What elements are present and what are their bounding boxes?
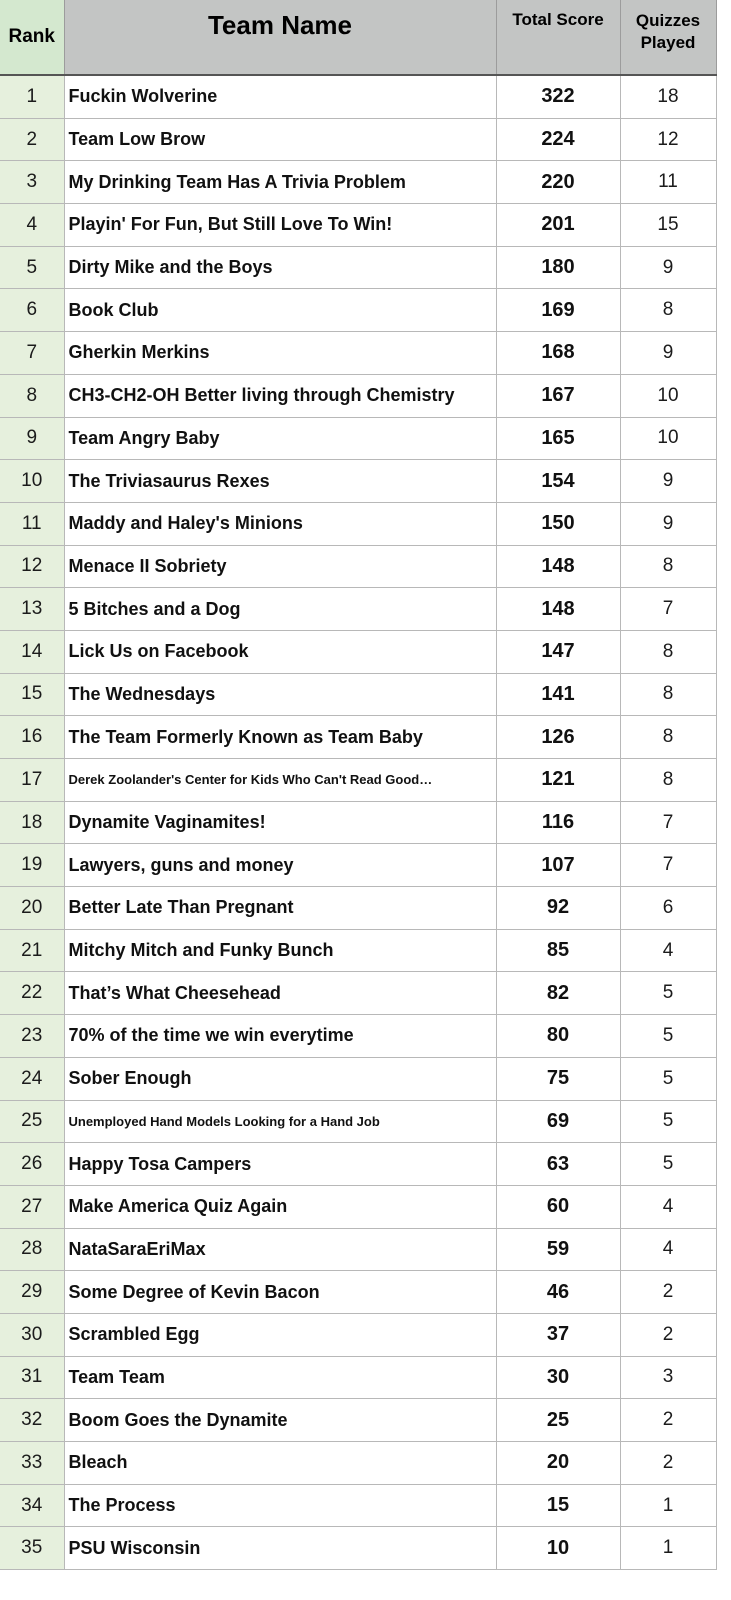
team-name-cell: Lick Us on Facebook (64, 630, 496, 673)
team-name-cell: Scrambled Egg (64, 1313, 496, 1356)
team-name-column-header: Team Name (64, 0, 496, 75)
quizzes-played-cell: 6 (620, 887, 716, 930)
quizzes-header-line2: Played (640, 33, 696, 52)
quizzes-played-cell: 2 (620, 1271, 716, 1314)
quizzes-played-cell: 5 (620, 1100, 716, 1143)
rank-cell: 2 (0, 118, 64, 161)
table-row (0, 1399, 716, 1442)
rank-cell: 33 (0, 1442, 64, 1485)
quizzes-played-cell: 10 (620, 374, 716, 417)
rank-cell: 8 (0, 374, 64, 417)
total-score-cell: 148 (496, 545, 620, 588)
total-score-cell: 30 (496, 1356, 620, 1399)
table-row (0, 588, 716, 631)
quizzes-played-cell: 8 (620, 673, 716, 716)
table-row (0, 204, 716, 247)
team-name-cell: 70% of the time we win everytime (64, 1015, 496, 1058)
table-row (0, 1271, 716, 1314)
rank-cell: 11 (0, 502, 64, 545)
table-row (0, 246, 716, 289)
total-score-cell: 224 (496, 118, 620, 161)
header-row (0, 0, 716, 75)
table-row (0, 374, 716, 417)
quizzes-played-cell: 8 (620, 759, 716, 802)
table-row (0, 1442, 716, 1485)
total-score-cell: 150 (496, 502, 620, 545)
team-name-cell: Team Team (64, 1356, 496, 1399)
total-score-cell: 46 (496, 1271, 620, 1314)
team-name-cell: Make America Quiz Again (64, 1185, 496, 1228)
team-name-cell: Lawyers, guns and money (64, 844, 496, 887)
team-name-cell: Team Low Brow (64, 118, 496, 161)
quizzes-played-cell: 4 (620, 929, 716, 972)
rank-cell: 18 (0, 801, 64, 844)
total-score-cell: 116 (496, 801, 620, 844)
table-row (0, 716, 716, 759)
total-score-cell: 165 (496, 417, 620, 460)
rank-cell: 30 (0, 1313, 64, 1356)
team-name-cell: CH3-CH2-OH Better living through Chemistry (64, 374, 496, 417)
team-name-cell: Some Degree of Kevin Bacon (64, 1271, 496, 1314)
total-score-cell: 168 (496, 332, 620, 375)
team-name-cell: Happy Tosa Campers (64, 1143, 496, 1186)
table-row (0, 417, 716, 460)
quizzes-played-cell: 3 (620, 1356, 716, 1399)
total-score-cell: 322 (496, 75, 620, 118)
table-row (0, 1185, 716, 1228)
rank-cell: 27 (0, 1185, 64, 1228)
rank-cell: 14 (0, 630, 64, 673)
rank-cell: 9 (0, 417, 64, 460)
table-row (0, 1484, 716, 1527)
total-score-cell: 92 (496, 887, 620, 930)
rank-cell: 29 (0, 1271, 64, 1314)
quizzes-played-cell: 5 (620, 1143, 716, 1186)
quizzes-played-cell: 18 (620, 75, 716, 118)
total-score-cell: 126 (496, 716, 620, 759)
table-row (0, 844, 716, 887)
rank-column-header: Rank (0, 0, 64, 75)
total-score-cell: 154 (496, 460, 620, 503)
team-name-cell: NataSaraEriMax (64, 1228, 496, 1271)
total-score-cell: 63 (496, 1143, 620, 1186)
table-row (0, 118, 716, 161)
table-row (0, 1228, 716, 1271)
quizzes-played-cell: 5 (620, 1015, 716, 1058)
quizzes-played-cell: 7 (620, 844, 716, 887)
team-name-cell: My Drinking Team Has A Trivia Problem (64, 161, 496, 204)
rank-cell: 31 (0, 1356, 64, 1399)
total-score-column-header: Total Score (496, 0, 620, 75)
rank-cell: 20 (0, 887, 64, 930)
quizzes-played-cell: 1 (620, 1527, 716, 1570)
rank-cell: 13 (0, 588, 64, 631)
total-score-cell: 60 (496, 1185, 620, 1228)
quizzes-played-cell: 8 (620, 289, 716, 332)
table-row (0, 332, 716, 375)
rank-cell: 3 (0, 161, 64, 204)
quizzes-played-cell: 2 (620, 1313, 716, 1356)
quizzes-played-cell: 2 (620, 1399, 716, 1442)
quizzes-played-cell: 7 (620, 801, 716, 844)
quizzes-played-cell: 8 (620, 630, 716, 673)
team-name-cell: Dynamite Vaginamites! (64, 801, 496, 844)
quizzes-played-cell: 12 (620, 118, 716, 161)
quizzes-played-column-header (620, 0, 716, 75)
rank-cell: 1 (0, 75, 64, 118)
team-name-cell: Maddy and Haley's Minions (64, 502, 496, 545)
rank-cell: 4 (0, 204, 64, 247)
quizzes-played-cell: 2 (620, 1442, 716, 1485)
rank-cell: 34 (0, 1484, 64, 1527)
table-row (0, 161, 716, 204)
quizzes-played-cell: 4 (620, 1228, 716, 1271)
total-score-cell: 15 (496, 1484, 620, 1527)
table-row (0, 460, 716, 503)
quizzes-played-cell: 10 (620, 417, 716, 460)
table-row (0, 1356, 716, 1399)
rank-cell: 22 (0, 972, 64, 1015)
table-row (0, 801, 716, 844)
total-score-cell: 37 (496, 1313, 620, 1356)
rank-cell: 28 (0, 1228, 64, 1271)
total-score-cell: 20 (496, 1442, 620, 1485)
team-name-cell: Fuckin Wolverine (64, 75, 496, 118)
rank-cell: 7 (0, 332, 64, 375)
quizzes-played-cell: 15 (620, 204, 716, 247)
total-score-cell: 85 (496, 929, 620, 972)
table-row (0, 630, 716, 673)
total-score-cell: 80 (496, 1015, 620, 1058)
quizzes-header-line1: Quizzes (635, 11, 701, 30)
rank-cell: 25 (0, 1100, 64, 1143)
rank-cell: 16 (0, 716, 64, 759)
table-row (0, 289, 716, 332)
team-name-cell: Bleach (64, 1442, 496, 1485)
table-header (0, 0, 716, 75)
quizzes-played-cell: 7 (620, 588, 716, 631)
total-score-cell: 167 (496, 374, 620, 417)
total-score-cell: 121 (496, 759, 620, 802)
total-score-cell: 141 (496, 673, 620, 716)
team-name-cell: Book Club (64, 289, 496, 332)
total-score-cell: 25 (496, 1399, 620, 1442)
quizzes-played-cell: 9 (620, 460, 716, 503)
total-score-cell: 10 (496, 1527, 620, 1570)
quizzes-played-cell: 5 (620, 972, 716, 1015)
table-body (0, 75, 716, 1570)
team-name-cell: Team Angry Baby (64, 417, 496, 460)
rank-cell: 35 (0, 1527, 64, 1570)
quizzes-played-cell: 5 (620, 1057, 716, 1100)
rank-cell: 6 (0, 289, 64, 332)
rank-cell: 17 (0, 759, 64, 802)
table-row (0, 759, 716, 802)
rank-cell: 10 (0, 460, 64, 503)
quizzes-played-cell: 9 (620, 502, 716, 545)
table-row (0, 887, 716, 930)
table-row (0, 545, 716, 588)
quizzes-played-cell: 11 (620, 161, 716, 204)
team-name-cell: Derek Zoolander's Center for Kids Who Can't Read Good… (64, 759, 496, 802)
team-name-cell: Menace II Sobriety (64, 545, 496, 588)
quizzes-played-cell: 9 (620, 246, 716, 289)
quizzes-played-cell: 4 (620, 1185, 716, 1228)
table-row (0, 1313, 716, 1356)
team-name-cell: Mitchy Mitch and Funky Bunch (64, 929, 496, 972)
table-row (0, 929, 716, 972)
quizzes-played-cell: 1 (620, 1484, 716, 1527)
rank-cell: 32 (0, 1399, 64, 1442)
table-row (0, 673, 716, 716)
team-name-cell: Boom Goes the Dynamite (64, 1399, 496, 1442)
team-name-cell: 5 Bitches and a Dog (64, 588, 496, 631)
total-score-cell: 69 (496, 1100, 620, 1143)
table-row (0, 1143, 716, 1186)
total-score-cell: 107 (496, 844, 620, 887)
quizzes-played-cell: 8 (620, 716, 716, 759)
team-name-cell: That’s What Cheesehead (64, 972, 496, 1015)
table-row (0, 972, 716, 1015)
table-row (0, 1100, 716, 1143)
team-name-cell: PSU Wisconsin (64, 1527, 496, 1570)
team-name-cell: The Team Formerly Known as Team Baby (64, 716, 496, 759)
table-row (0, 75, 716, 118)
quizzes-played-cell: 8 (620, 545, 716, 588)
team-name-cell: The Triviasaurus Rexes (64, 460, 496, 503)
team-name-cell: The Wednesdays (64, 673, 496, 716)
total-score-cell: 148 (496, 588, 620, 631)
rank-cell: 21 (0, 929, 64, 972)
rank-cell: 5 (0, 246, 64, 289)
rank-cell: 19 (0, 844, 64, 887)
total-score-cell: 75 (496, 1057, 620, 1100)
rank-cell: 12 (0, 545, 64, 588)
team-name-cell: Playin' For Fun, But Still Love To Win! (64, 204, 496, 247)
team-name-cell: Gherkin Merkins (64, 332, 496, 375)
team-name-cell: Dirty Mike and the Boys (64, 246, 496, 289)
total-score-cell: 180 (496, 246, 620, 289)
total-score-cell: 82 (496, 972, 620, 1015)
total-score-cell: 59 (496, 1228, 620, 1271)
quizzes-played-cell: 9 (620, 332, 716, 375)
team-name-cell: Unemployed Hand Models Looking for a Hand Job (64, 1100, 496, 1143)
rank-cell: 26 (0, 1143, 64, 1186)
rank-cell: 24 (0, 1057, 64, 1100)
total-score-cell: 201 (496, 204, 620, 247)
table-row (0, 502, 716, 545)
rank-cell: 15 (0, 673, 64, 716)
table-row (0, 1015, 716, 1058)
team-name-cell: Better Late Than Pregnant (64, 887, 496, 930)
total-score-cell: 147 (496, 630, 620, 673)
total-score-cell: 220 (496, 161, 620, 204)
team-name-cell: Sober Enough (64, 1057, 496, 1100)
table-row (0, 1527, 716, 1570)
rank-cell: 23 (0, 1015, 64, 1058)
total-score-cell: 169 (496, 289, 620, 332)
team-name-cell: The Process (64, 1484, 496, 1527)
table-row (0, 1057, 716, 1100)
